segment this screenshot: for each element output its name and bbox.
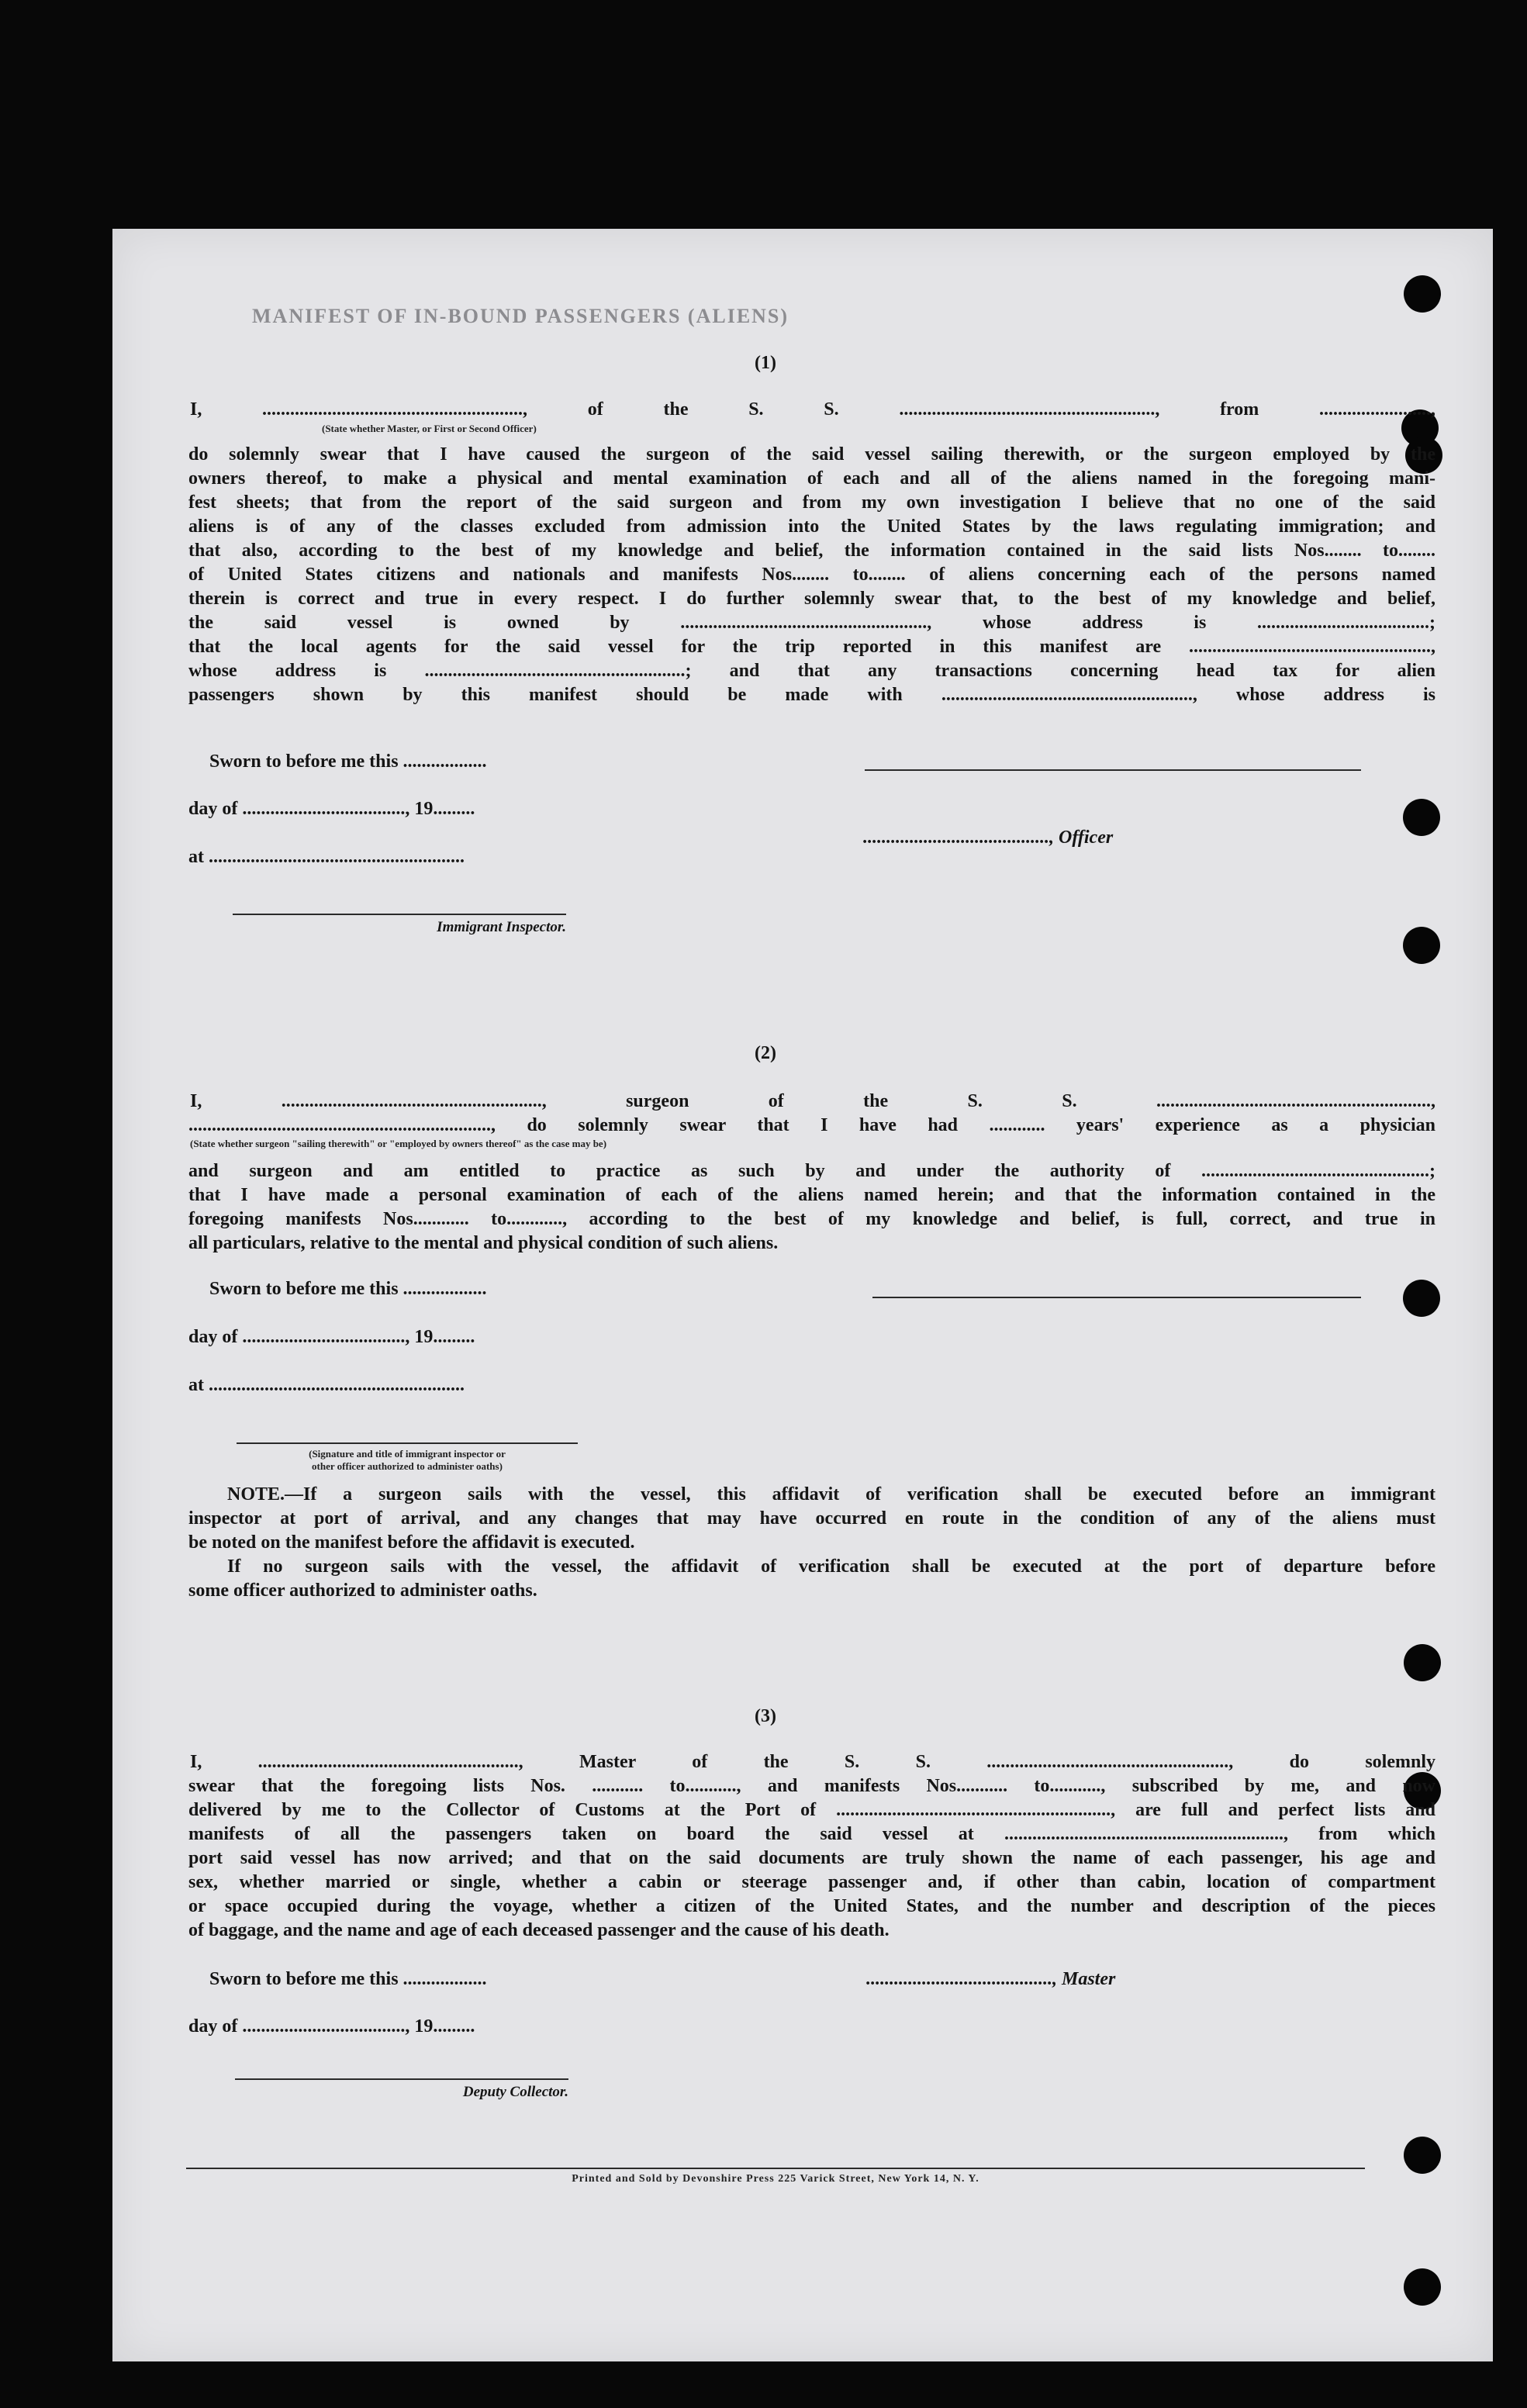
- rank-caption: (State whether Master, or First or Second Officer): [322, 423, 537, 434]
- inspector-label: Immigrant Inspector.: [437, 919, 566, 935]
- sworn-label-3: Sworn to before me this ..................: [209, 1969, 487, 1989]
- section-1-line-9: the said vessel is owned by ....................................................., whose address is .....................................;: [188, 613, 1435, 633]
- section-3-line-6: sex, whether married or single, whether a cabin or steerage passenger and, if other than cabin, location of compartment: [188, 1872, 1435, 1892]
- section-1-line-5: aliens is of any of the classes excluded from admission into the United States by the laws regulating immigration; and: [188, 516, 1435, 537]
- signature-caption-1: (Signature and title of immigrant inspector or: [309, 1448, 506, 1460]
- section-3-line-5: port said vessel has now arrived; and that on the said documents are truly shown the name of each passenger, his age and: [188, 1848, 1435, 1868]
- section-1-line-4: fest sheets; that from the report of the said surgeon and from my own investigation I believe that no one of the said: [188, 492, 1435, 513]
- printer-imprint: Printed and Sold by Devonshire Press 225 Varick Street, New York 14, N. Y.: [572, 2173, 979, 2185]
- punch-hole: [1404, 2268, 1441, 2306]
- note-line-4: If no surgeon sails with the vessel, the affidavit of verification shall be executed at the port of departure before: [227, 1556, 1435, 1577]
- note-line-3: be noted on the manifest before the affidavit is executed.: [188, 1532, 635, 1553]
- section-2-line-1: I, ........................................................, surgeon of the S. S. ...........................................................,: [190, 1091, 1435, 1111]
- section-1-line-7: of United States citizens and nationals and manifests Nos........ to........ of aliens concerning each of the persons named: [188, 565, 1435, 585]
- section-3-line-8: of baggage, and the name and age of each deceased passenger and the cause of his death.: [188, 1920, 890, 1940]
- section-2-line-4: that I have made a personal examination of each of the aliens named herein; and that the information contained in the: [188, 1185, 1435, 1205]
- section-3-line-3: delivered by me to the Collector of Customs at the Port of ..........................................................., are full and perfect lists and: [188, 1800, 1435, 1820]
- manifest-page: [112, 229, 1493, 2361]
- sworn-label-1: Sworn to before me this ..................: [209, 751, 487, 772]
- section-2-number: (2): [755, 1043, 776, 1063]
- section-1-line-11: whose address is ........................................................; and that any transactions concerning head tax for alien: [188, 661, 1435, 681]
- section-1-line-2: do solemnly swear that I have caused the surgeon of the said vessel sailing therewith, or the surgeon employed by the: [188, 444, 1435, 465]
- punch-hole: [1404, 275, 1441, 313]
- master-label: ........................................, Master: [866, 1969, 1116, 1989]
- bleed-through-text: MANIFEST OF IN-BOUND PASSENGERS (ALIENS): [252, 305, 789, 327]
- punch-hole: [1404, 2137, 1441, 2174]
- note-line-1: NOTE.—If a surgeon sails with the vessel, this affidavit of verification shall be executed before an immigrant: [227, 1484, 1435, 1505]
- note-line-5: some officer authorized to administer oaths.: [188, 1581, 537, 1601]
- section-2-line-3: and surgeon and am entitled to practice as such by and under the authority of .................................................;: [188, 1161, 1435, 1181]
- officer-signature-line: [237, 1442, 578, 1444]
- collector-signature-line: [235, 2078, 568, 2080]
- section-1-line-6: that also, according to the best of my knowledge and belief, the information contained in the said lists Nos........ to........: [188, 541, 1435, 561]
- at-label-2: at .......................................................: [188, 1375, 465, 1395]
- section-3-line-4: manifests of all the passengers taken on board the said vessel at ............................................................, from which: [188, 1824, 1435, 1844]
- punch-hole: [1404, 1644, 1441, 1681]
- section-3-line-7: or space occupied during the voyage, whether a citizen of the United States, and the number and description of the pieces: [188, 1896, 1435, 1916]
- section-1-number: (1): [755, 353, 776, 373]
- section-3-line-1: I, ........................................................, Master of the S. S. ...................................................., do solemnly: [190, 1752, 1435, 1772]
- signature-line: [872, 1297, 1361, 1298]
- inspector-signature-line: [233, 914, 566, 915]
- section-1-line-8: therein is correct and true in every respect. I do further solemnly swear that, to the best of my knowledge and belief,: [188, 589, 1435, 609]
- section-3-number: (3): [755, 1706, 776, 1726]
- note-line-2: inspector at port of arrival, and any changes that may have occurred en route in the condition of any of the aliens must: [188, 1508, 1435, 1529]
- punch-hole: [1403, 1280, 1440, 1317]
- section-2-line-5: foregoing manifests Nos............ to............, according to the best of my knowledge and belief, is full, correct, and true in: [188, 1209, 1435, 1229]
- section-1-line-12: passengers shown by this manifest should be made with ......................................................, whose address is: [188, 685, 1435, 705]
- punch-hole: [1403, 799, 1440, 836]
- officer-label: ........................................, Officer: [863, 827, 1114, 848]
- section-2-line-6: all particulars, relative to the mental and physical condition of such aliens.: [188, 1233, 779, 1253]
- at-label-1: at .......................................................: [188, 847, 465, 867]
- section-1-line-10: that the local agents for the said vessel for the trip reported in this manifest are ....................................................,: [188, 637, 1435, 657]
- sworn-label-2: Sworn to before me this ..................: [209, 1279, 487, 1299]
- day-label-2: day of ..................................., 19.........: [188, 1327, 475, 1347]
- punch-hole: [1403, 927, 1440, 964]
- section-1-line-3: owners thereof, to make a physical and mental examination of each and all of the aliens named in the foregoing mani-: [188, 468, 1435, 489]
- signature-caption-2: other officer authorized to administer oaths): [312, 1460, 503, 1472]
- footer-rule: [186, 2168, 1365, 2169]
- collector-label: Deputy Collector.: [462, 2084, 568, 2100]
- day-label-1: day of ..................................., 19.........: [188, 799, 475, 819]
- surgeon-caption: (State whether surgeon "sailing therewith" or "employed by owners thereof" as the case may be): [190, 1138, 607, 1149]
- signature-line: [865, 769, 1361, 771]
- day-label-3: day of ..................................., 19.........: [188, 2016, 475, 2037]
- section-2-line-2: ................................................................., do solemnly swear that I have had ............ years' experience as a physician: [188, 1115, 1435, 1135]
- section-3-line-2: swear that the foregoing lists Nos. ........... to..........., and manifests Nos........... to..........., subscribed by me, and now: [188, 1776, 1435, 1796]
- section-1-line-1: I, ........................................................, of the S. S. ......................................................., from ........................,: [190, 399, 1435, 420]
